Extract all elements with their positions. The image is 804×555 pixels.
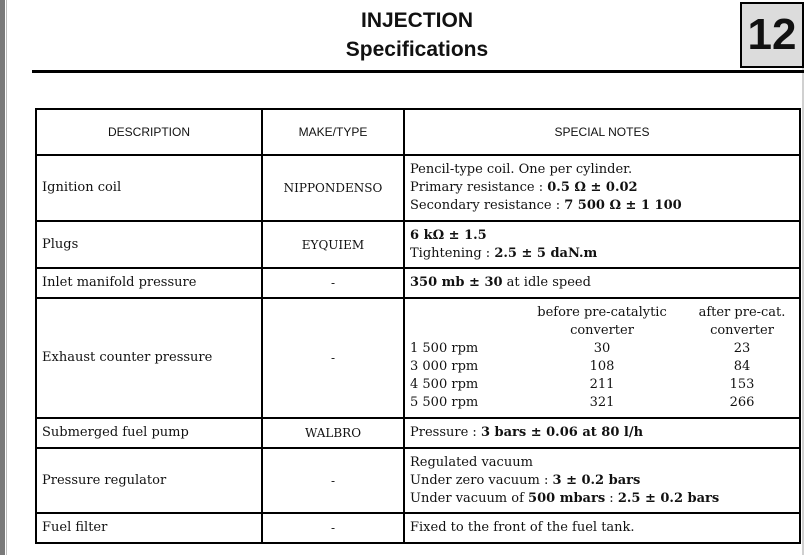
row-notes xyxy=(404,268,800,298)
after-value: 23 xyxy=(733,341,751,356)
notes-value: 6 kΩ ± 1.5 xyxy=(410,227,487,243)
notes-line: Regulated vacuum xyxy=(410,454,533,470)
subtable-row xyxy=(410,340,796,358)
exhaust-pressure-subtable xyxy=(410,304,796,412)
subtable-header-before xyxy=(516,304,688,340)
notes-value: 350 mb ± 30 xyxy=(410,275,503,290)
notes-line xyxy=(410,274,794,292)
notes-label: Primary resistance : xyxy=(410,180,548,195)
before-value: 211 xyxy=(589,377,615,392)
notes-line xyxy=(410,472,794,490)
row-description: Plugs xyxy=(36,221,262,268)
notes-label: Secondary resistance : xyxy=(410,198,565,213)
notes-line: Pencil-type coil. One per cylinder. xyxy=(410,162,633,177)
subtable-header-row xyxy=(410,304,796,340)
row-notes xyxy=(404,298,800,418)
rpm-label: 3 000 rpm xyxy=(410,359,479,374)
column-header-description: DESCRIPTION xyxy=(36,109,262,155)
column-header-make-type: MAKE/TYPE xyxy=(262,109,404,155)
row-notes xyxy=(404,418,800,448)
table-row xyxy=(36,298,800,418)
notes-label: : xyxy=(605,490,618,506)
notes-label: at idle speed xyxy=(502,275,591,290)
row-description: Ignition coil xyxy=(36,155,262,221)
row-description: Fuel filter xyxy=(36,513,262,543)
notes-label: Under vacuum of xyxy=(410,490,529,506)
subtable-header-line: converter xyxy=(710,323,774,338)
row-notes xyxy=(404,221,800,268)
notes-value: 500 mbars xyxy=(528,490,606,506)
row-make: WALBRO xyxy=(262,418,404,448)
page-left-border xyxy=(0,0,5,555)
chapter-number-badge: 12 xyxy=(740,2,804,68)
subtable-header-line: converter xyxy=(570,323,634,338)
notes-label: Under zero vacuum : xyxy=(410,472,553,488)
row-make: - xyxy=(262,513,404,543)
subtable-row xyxy=(410,358,796,376)
table-row xyxy=(36,448,800,513)
notes-value: 7 500 Ω ± 1 100 xyxy=(564,198,682,213)
subtable-header-line: after pre-cat. xyxy=(698,305,786,320)
page-subtitle: Specifications xyxy=(345,38,489,61)
before-value: 321 xyxy=(589,395,615,410)
notes-label: Pressure : xyxy=(410,425,481,440)
header-divider xyxy=(32,70,804,73)
notes-label: Tightening : xyxy=(410,245,495,261)
row-description: Pressure regulator xyxy=(36,448,262,513)
notes-value: 2.5 ± 5 daN.m xyxy=(494,245,598,261)
subtable-header-after xyxy=(688,304,796,340)
table-row xyxy=(36,155,800,221)
specifications-table xyxy=(35,108,801,544)
notes-value: 3 ± 0.2 bars xyxy=(552,472,641,488)
table-row xyxy=(36,268,800,298)
rpm-label: 5 500 rpm xyxy=(410,395,479,410)
notes-line xyxy=(410,490,794,508)
after-value: 84 xyxy=(733,359,751,374)
notes-value: 2.5 ± 0.2 bars xyxy=(617,490,720,506)
row-make: NIPPONDENSO xyxy=(262,155,404,221)
table-row xyxy=(36,418,800,448)
row-make: - xyxy=(262,298,404,418)
subtable-row xyxy=(410,394,796,412)
after-value: 153 xyxy=(729,377,755,392)
rpm-label: 1 500 rpm xyxy=(410,341,479,356)
row-description: Exhaust counter pressure xyxy=(36,298,262,418)
page-title: INJECTION xyxy=(360,9,473,32)
notes-value: 0.5 Ω ± 0.02 xyxy=(547,180,638,195)
notes-line xyxy=(410,179,794,197)
notes-line xyxy=(410,245,794,263)
before-value: 30 xyxy=(593,341,611,356)
notes-value: 3 bars ± 0.06 at 80 l/h xyxy=(480,425,644,440)
rpm-label: 4 500 rpm xyxy=(410,377,479,392)
page-left-border-line xyxy=(6,0,7,555)
table-row xyxy=(36,221,800,268)
row-make: - xyxy=(262,268,404,298)
column-header-special-notes: SPECIAL NOTES xyxy=(404,109,800,155)
notes-line: Fixed to the front of the fuel tank. xyxy=(410,520,635,535)
table-row xyxy=(36,513,800,543)
notes-line xyxy=(410,197,794,215)
row-notes xyxy=(404,155,800,221)
before-value: 108 xyxy=(589,359,615,374)
after-value: 266 xyxy=(729,395,755,410)
row-make: - xyxy=(262,448,404,513)
row-make: EYQUIEM xyxy=(262,221,404,268)
table-header-row xyxy=(36,109,800,155)
notes-line xyxy=(410,424,794,442)
row-notes xyxy=(404,448,800,513)
row-description: Inlet manifold pressure xyxy=(36,268,262,298)
page-header xyxy=(0,6,804,64)
row-notes xyxy=(404,513,800,543)
subtable-row xyxy=(410,376,796,394)
subtable-header-line: before pre-catalytic xyxy=(537,305,667,320)
row-description: Submerged fuel pump xyxy=(36,418,262,448)
